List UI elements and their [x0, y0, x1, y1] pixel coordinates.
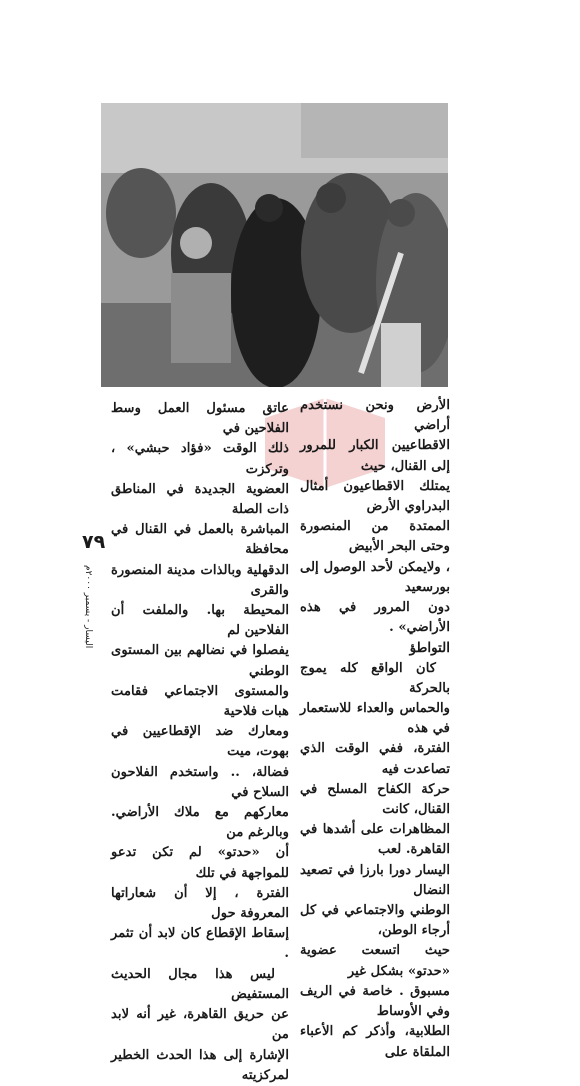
- text-line: اليسار دورا بارزا في تصعيد النضال: [300, 862, 450, 898]
- text-line: ، ولايمكن لأحد الوصول إلى بورسعيد: [300, 559, 450, 595]
- text-line: كان الواقع كله يموج بالحركة: [300, 660, 450, 696]
- text-line: الدقهلية وبالذات مدينة المنصورة والقرى: [111, 562, 289, 598]
- text-line: دون المرور في هذه الأراضي» .: [300, 600, 450, 636]
- crowd-photo-icon: [101, 103, 448, 387]
- text-line: المحيطة بها. والملفت أن الفلاحين لم: [111, 603, 289, 639]
- text-line: يفصلوا في نضالهم بين المستوى الوطني: [111, 643, 289, 679]
- text-line: والحماس والعداء للاستعمار في هذه: [300, 701, 450, 737]
- text-line: الاقطاعيين الكبار للمرور إلى القنال، حيث: [300, 438, 450, 474]
- text-line: الفترة ، إلا أن شعاراتها المعروفة حول: [111, 885, 289, 922]
- text-line: معاركهم مع ملاك الأراضي. وبالرغم من: [111, 805, 289, 841]
- text-line: المظاهرات على أشدها في القاهرة. لعب: [300, 822, 450, 858]
- text-line: أن «حدتو» لم تكن تدعو للمواجهة في تلك: [111, 845, 289, 881]
- text-line: عاتق مسئول العمل وسط الفلاحين في: [111, 401, 289, 437]
- text-line: الممتدة من المنصورة وحتى البحر الأبيض: [300, 519, 450, 555]
- text-line: ليس هذا مجال الحديث المستفيض: [111, 966, 289, 1002]
- section-heading: التواطؤ: [409, 640, 450, 657]
- left-column: [111, 399, 289, 1086]
- text-line: عن حريق القاهرة، غير أنه لابد من: [111, 1007, 289, 1043]
- text-line: والمستوى الاجتماعي فقامت هبات فلاحية: [111, 683, 289, 720]
- text-line: حركة الكفاح المسلح في القنال، كانت: [300, 781, 450, 818]
- crowd-photo: [101, 103, 448, 387]
- text-line: الوطني والاجتماعي في كل أرجاء الوطن،: [300, 903, 450, 939]
- text-line: يمتلك الاقطاعيون أمثال البدراوي الأرض: [300, 478, 450, 515]
- page-number: ٧٩: [82, 531, 106, 553]
- text-line: الأرض ونحن نستخدم أراضي: [300, 398, 450, 434]
- text-line: فضالة، .. واستخدم الفلاحون السلاح في: [111, 764, 289, 800]
- text-line: العضوية الجديدة في المناطق ذات الصلة: [111, 481, 289, 518]
- text-line: الفترة، ففي الوقت الذي تصاعدت فيه: [300, 741, 450, 777]
- text-line: مسبوق . خاصة في الريف وفي الأوساط: [300, 983, 450, 1020]
- text-line: ومعارك ضد الإقطاعيين في بهوت، ميت: [111, 724, 289, 760]
- text-line: الطلابية، وأذكر كم الأعباء الملقاة على: [300, 1024, 450, 1060]
- text-line: حيث اتسعت عضوية «حدتو» بشكل غير: [300, 943, 450, 979]
- text-line: إسقاط الإقطاع كان لابد أن تثمر .: [111, 926, 289, 962]
- text-line: الإشارة إلى هذا الحدث الخطير لمركزيته: [111, 1047, 289, 1083]
- right-column: [300, 396, 450, 1063]
- issue-label: اليسار - يسمبر ٢٠٠٠م: [83, 565, 93, 649]
- text-line: المباشرة بالعمل في القنال في محافظة: [111, 522, 289, 558]
- text-line: ذلك الوقت «فؤاد حبشي» ، وتركزت: [111, 441, 289, 477]
